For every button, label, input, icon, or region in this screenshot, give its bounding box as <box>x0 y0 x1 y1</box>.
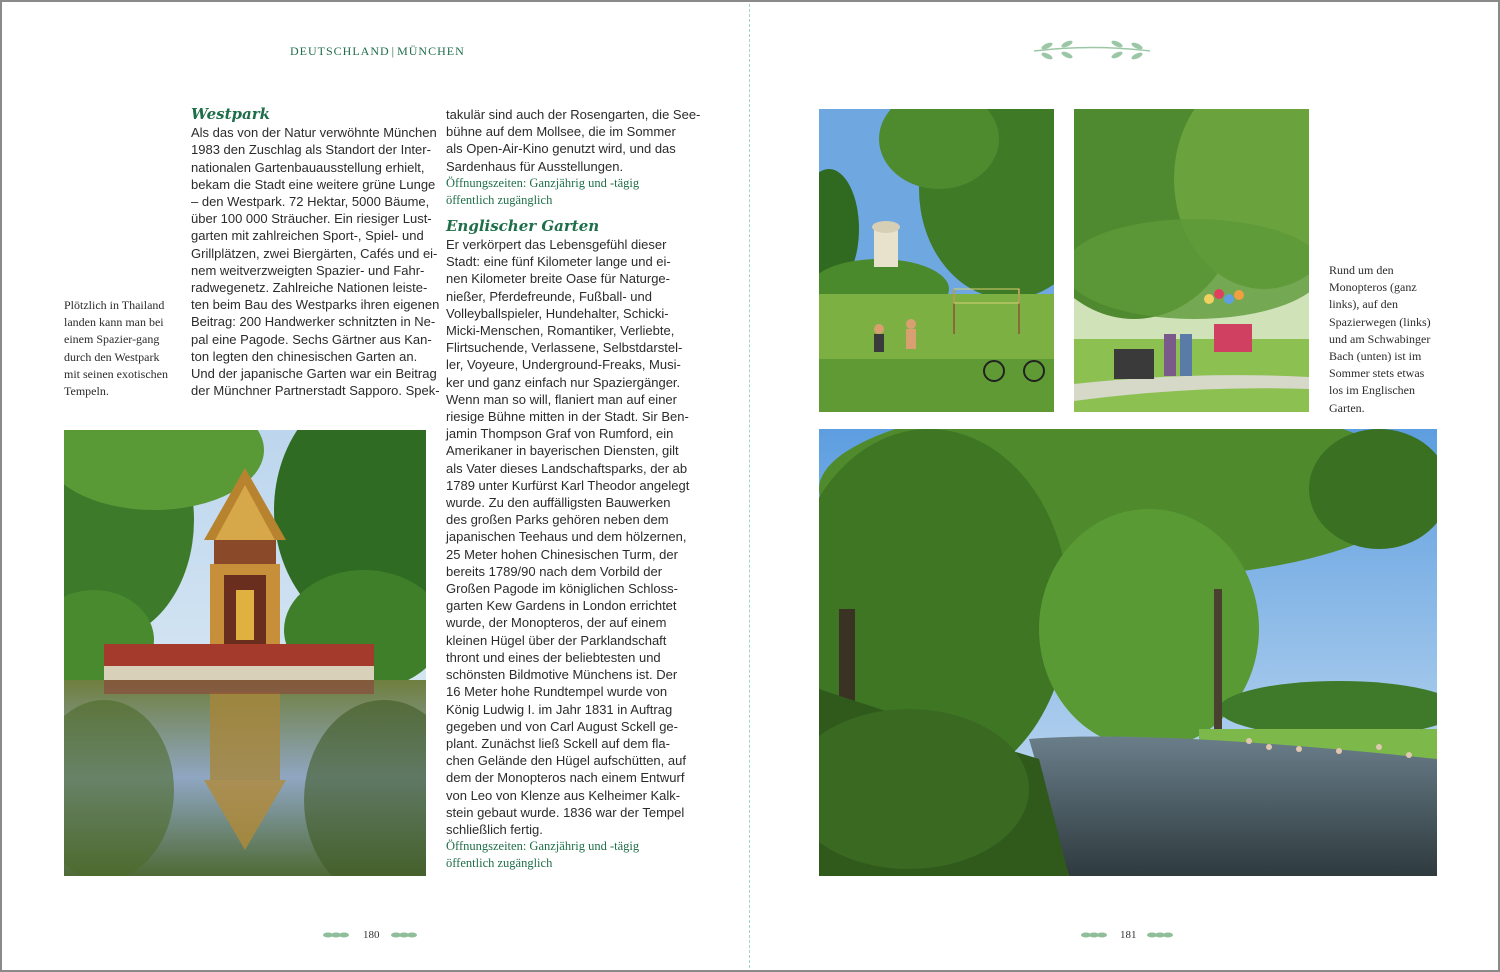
vine-ornament-left-a-icon <box>322 928 352 947</box>
englischer-garten-heading: Englischer Garten <box>446 216 600 235</box>
body-line: Großen Pagode im königlichen Schloss- <box>446 581 678 597</box>
body-line: als Open-Air-Kino genutzt wird, und das <box>446 141 676 157</box>
body-line: nem weitverzweigten Spazier- und Fahr- <box>191 262 425 278</box>
running-head-separator: | <box>391 44 396 58</box>
body-line: Und der japanische Garten war ein Beitrag <box>191 366 437 382</box>
body-line: gegeben und von Carl August Sckell ge- <box>446 718 678 734</box>
body-line: Wenn man so will, flaniert man auf einer <box>446 391 677 407</box>
body-line: takulär sind auch der Rosengarten, die See- <box>446 107 701 122</box>
running-head-country: DEUTSCHLAND <box>290 44 390 58</box>
body-line: kleinen Hügel über der Parklandschaft <box>446 632 667 648</box>
hours-line: öffentlich zugänglich <box>446 856 553 871</box>
body-line: bereits 1789/90 nach dem Vorbild der <box>446 563 663 579</box>
body-line: Amerikaner in bayerischen Diensten, gilt <box>446 443 679 459</box>
englischer-garten-caption: Rund um den Monopteros (ganz links), auf den Spazierwegen (links) und am Schwabinger Bach (unten) ist im Sommer stets etwas los im Englischen Garten. <box>1329 263 1431 415</box>
body-line: Stadt: eine fünf Kilometer lange und ei- <box>446 254 671 270</box>
body-line: Er verkörpert das Lebensgefühl dieser <box>446 237 667 253</box>
body-line: stein gebaut wurde. 1836 war der Tempel <box>446 804 685 820</box>
body-line: jamin Thompson Graf von Rumford, ein <box>446 426 674 442</box>
body-line: bühne auf dem Mollsee, die im Sommer <box>446 124 676 140</box>
body-line: schließlich fertig. <box>446 821 543 837</box>
body-line: plant. Zunächst ließ Sckell auf dem fla- <box>446 735 670 751</box>
body-line: Sardenhaus für Ausstellungen. <box>446 158 624 174</box>
body-line: 16 Meter hohe Rundtempel wurde von <box>446 684 668 700</box>
monopteros-photo <box>819 109 1054 412</box>
vine-ornament-left-b-icon <box>390 928 420 947</box>
body-line: Volleyballspieler, Hundehalter, Schicki- <box>446 305 669 321</box>
body-line: riesige Bühne mitten in der Stadt. Sir Ben- <box>446 409 689 425</box>
vine-ornament-header-icon <box>1032 36 1152 71</box>
body-line: als Vater dieses Landschaftsparks, der ab <box>446 460 688 476</box>
body-line: des großen Parks gehören neben dem <box>446 512 669 528</box>
body-line: nießer, Pferdefreunde, Fußball- und <box>446 288 652 304</box>
walkway-photo <box>1074 109 1309 412</box>
vine-ornament-right-b-icon <box>1146 928 1176 947</box>
body-line: Grillplätzen, zwei Biergärten, Cafés und ei- <box>191 245 438 261</box>
body-line: ton legten den chinesischen Garten an. <box>191 348 418 364</box>
body-line: ten beim Bau des Westparks ihren eigenen <box>191 297 440 313</box>
westpark-body <box>191 124 440 399</box>
hours-line: Öffnungszeiten: Ganzjährig und -tägig <box>446 839 640 854</box>
running-head-city: MÜNCHEN <box>397 44 465 58</box>
body-line: Flirtsuchende, Verlassene, Selbstdarstel- <box>446 340 683 356</box>
body-line: 1983 den Zuschlag als Standort der Inter- <box>191 142 431 158</box>
body-line: von Leo von Klenze aus Kelheimer Kalk- <box>446 787 681 803</box>
running-head <box>290 44 465 59</box>
body-line: über 100 000 Sträucher. Ein riesiger Lust- <box>191 211 432 227</box>
westpark-body-continued <box>446 106 701 175</box>
body-line: wurde. Zu den auffälligsten Bauwerken <box>446 495 671 511</box>
body-line: radwegenetz. Zahlreiche Nationen leiste- <box>191 280 428 296</box>
body-line: der Münchner Partnerstadt Sapporo. Spek- <box>191 383 440 399</box>
body-line: 1789 unter Kurfürst Karl Theodor angelegt <box>446 477 690 493</box>
body-line: bekam die Stadt eine weitere grüne Lunge <box>191 176 436 192</box>
body-line: nen Kilometer breite Oase für Naturge- <box>446 271 670 287</box>
body-line: König Ludwig I. im Jahr 1831 in Auftrag <box>446 701 673 717</box>
hours-line: öffentlich zugänglich <box>446 192 553 207</box>
body-line: garten Kew Gardens in London errichtet <box>446 598 677 614</box>
westpark-opening-hours <box>446 175 681 209</box>
body-line: thront und eines der beliebtesten und <box>446 649 661 665</box>
body-line: Micki-Menschen, Romantiker, Verliebte, <box>446 323 675 339</box>
page-gutter <box>749 4 750 968</box>
vine-ornament-right-a-icon <box>1080 928 1110 947</box>
body-line: dem der Monopteros nach einem Entwurf <box>446 770 685 786</box>
body-line: chen Gelände den Hügel aufschütten, auf <box>446 753 686 769</box>
body-line: 25 Meter hohen Chinesischen Turm, der <box>446 546 678 562</box>
englischer-garten-opening-hours <box>446 838 681 872</box>
body-line: – den Westpark. 72 Hektar, 5000 Bäume, <box>191 194 430 210</box>
thai-pavilion-photo <box>64 430 426 876</box>
body-line: ker und ganz einfach nur Spaziergänger. <box>446 374 681 390</box>
page-number-right: 181 <box>1120 929 1137 941</box>
body-line: japanischen Teehaus und dem hölzernen, <box>446 529 687 545</box>
column-englischer-garten <box>446 106 701 872</box>
body-line: Als das von der Natur verwöhnte München <box>191 125 437 141</box>
column-westpark <box>191 105 440 399</box>
body-line: wurde, der Monopteros, der auf einem <box>446 615 667 631</box>
englischer-garten-body <box>446 236 690 838</box>
body-line: pal eine Pagode. Sechs Gärtner aus Kan- <box>191 331 432 347</box>
page-number-left: 180 <box>363 929 380 941</box>
hours-line: Öffnungszeiten: Ganzjährig und -tägig <box>446 175 640 190</box>
body-line: garten mit zahlreichen Sport-, Spiel- und <box>191 228 424 244</box>
body-line: schönsten Bildmotive Münchens ist. Der <box>446 667 678 683</box>
body-line: Beitrag: 200 Handwerker schnitzten in Ne- <box>191 314 436 330</box>
westpark-heading: Westpark <box>191 105 271 123</box>
westpark-photo-caption: Plötzlich in Thailand landen kann man bei einem Spazier-gang durch den Westpark mit seinen exotischen Tempeln. <box>64 298 168 399</box>
schwabinger-bach-photo <box>819 429 1437 876</box>
body-line: ler, Voyeure, Underground-Freaks, Musi- <box>446 357 681 373</box>
body-line: nationalen Gartenbauausstellung erhielt, <box>191 159 425 175</box>
